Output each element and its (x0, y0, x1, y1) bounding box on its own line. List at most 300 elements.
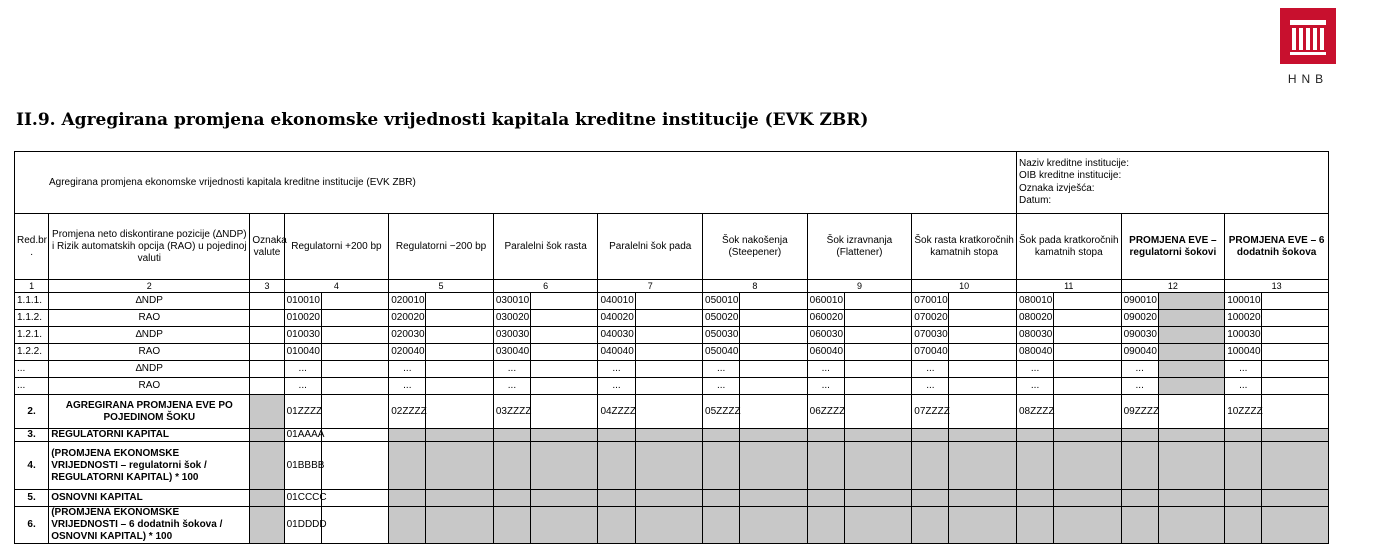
empty-cell (807, 490, 844, 507)
col-number: 10 (912, 280, 1017, 293)
empty-cell (389, 490, 426, 507)
row-number: 3. (15, 429, 49, 442)
code-cell: 08ZZZZ (1016, 395, 1053, 429)
value-cell (531, 327, 598, 344)
value-cell (635, 293, 702, 310)
row-label: ∆NDP (49, 361, 250, 378)
info-date: Datum: (1018, 195, 1052, 206)
code-cell: 030030 (493, 327, 530, 344)
col-header-s10: PROMJENA EVE – 6 dodatnih šokova (1225, 214, 1329, 280)
row-label: RAO (49, 344, 250, 361)
code-cell: 030010 (493, 293, 530, 310)
col-number: 3 (250, 280, 284, 293)
value-cell (635, 310, 702, 327)
table-row (15, 442, 1329, 490)
empty-cell (740, 442, 807, 490)
empty-cell (912, 490, 949, 507)
code-cell: 040030 (598, 327, 635, 344)
empty-cell (1016, 442, 1053, 490)
code-cell: 01CCCC (284, 490, 321, 507)
hnb-logo-icon (1280, 8, 1336, 64)
empty-cell (1016, 507, 1053, 544)
empty-cell (1121, 429, 1158, 442)
row-label: RAO (49, 310, 250, 327)
code-cell: ... (598, 378, 635, 395)
value-cell (426, 327, 493, 344)
code-cell: 01AAAA (284, 429, 321, 442)
empty-cell (844, 442, 911, 490)
row-number: 2. (15, 395, 49, 429)
table-header-title: Agregirana promjena ekonomske vrijednosti kapitala kreditne institucije (EVK ZBR) (15, 152, 1017, 214)
code-cell: ... (1225, 378, 1262, 395)
code-cell: 060010 (807, 293, 844, 310)
code-cell: 01ZZZZ (284, 395, 321, 429)
value-cell (426, 344, 493, 361)
empty-cell (1158, 442, 1224, 490)
code-cell: ... (598, 361, 635, 378)
value-cell (844, 378, 911, 395)
currency-cell (250, 293, 284, 310)
row-number: 4. (15, 442, 49, 490)
total-row (15, 395, 1329, 429)
table-row (15, 490, 1329, 507)
value-cell (531, 395, 598, 429)
currency-cell (250, 378, 284, 395)
code-cell: 020040 (389, 344, 426, 361)
code-cell: ... (807, 378, 844, 395)
value-cell (321, 490, 388, 507)
code-cell: ... (703, 378, 740, 395)
code-cell: 02ZZZZ (389, 395, 426, 429)
col-header-s4: Paralelni šok pada (598, 214, 703, 280)
value-cell (740, 310, 807, 327)
institution-info (1016, 152, 1328, 214)
value-cell (844, 344, 911, 361)
value-cell (321, 429, 388, 442)
empty-cell (389, 442, 426, 490)
empty-cell (1054, 429, 1121, 442)
code-cell: 090020 (1121, 310, 1158, 327)
currency-cell (250, 490, 284, 507)
value-cell (1262, 344, 1329, 361)
empty-cell (740, 490, 807, 507)
empty-cell (844, 490, 911, 507)
value-cell (426, 310, 493, 327)
code-cell: 010010 (284, 293, 321, 310)
value-cell (1158, 293, 1224, 310)
code-cell: 010040 (284, 344, 321, 361)
table-row (15, 293, 1329, 310)
empty-cell (1054, 490, 1121, 507)
code-cell: ... (389, 378, 426, 395)
code-cell: ... (1016, 361, 1053, 378)
info-report: Oznaka izvješća: (1018, 182, 1095, 194)
table-row (15, 361, 1329, 378)
code-cell: 080020 (1016, 310, 1053, 327)
value-cell (1158, 310, 1224, 327)
code-cell: ... (1121, 378, 1158, 395)
code-cell: 06ZZZZ (807, 395, 844, 429)
value-cell (1262, 378, 1329, 395)
value-cell (1054, 361, 1121, 378)
code-cell: 060020 (807, 310, 844, 327)
value-cell (844, 293, 911, 310)
value-cell (531, 361, 598, 378)
empty-cell (635, 429, 702, 442)
col-header-s3: Paralelni šok rasta (493, 214, 598, 280)
col-number: 11 (1016, 280, 1121, 293)
value-cell (844, 395, 911, 429)
code-cell: 01BBBB (284, 442, 321, 490)
col-number: 8 (703, 280, 808, 293)
code-cell: 100040 (1225, 344, 1262, 361)
row-number: 5. (15, 490, 49, 507)
value-cell (740, 327, 807, 344)
value-cell (1262, 395, 1329, 429)
empty-cell (1158, 429, 1224, 442)
empty-cell (807, 507, 844, 544)
value-cell (949, 344, 1016, 361)
value-cell (740, 378, 807, 395)
row-label: OSNOVNI KAPITAL (49, 490, 250, 507)
empty-cell (1158, 490, 1224, 507)
empty-cell (912, 442, 949, 490)
value-cell (740, 344, 807, 361)
currency-cell (250, 507, 284, 544)
col-header-s7: Šok rasta kratkoročnih kamatnih stopa (912, 214, 1017, 280)
code-cell: 030040 (493, 344, 530, 361)
value-cell (740, 293, 807, 310)
empty-cell (1225, 507, 1262, 544)
code-cell: 060030 (807, 327, 844, 344)
row-number: 1.2.1. (15, 327, 49, 344)
col-header-s8: Šok pada kratkoročnih kamatnih stopa (1016, 214, 1121, 280)
empty-cell (1262, 429, 1329, 442)
value-cell (1054, 344, 1121, 361)
row-label: (PROMJENA EKONOMSKE VRIJEDNOSTI – 6 dodatnih šokova / OSNOVNI KAPITAL) * 100 (49, 507, 250, 544)
col-number: 1 (15, 280, 49, 293)
col-number: 6 (493, 280, 598, 293)
col-header-s2: Regulatorni −200 bp (389, 214, 494, 280)
row-number: 1.1.1. (15, 293, 49, 310)
code-cell: 050040 (703, 344, 740, 361)
code-cell: 050030 (703, 327, 740, 344)
value-cell (1262, 293, 1329, 310)
code-cell: 030020 (493, 310, 530, 327)
empty-cell (635, 507, 702, 544)
value-cell (1054, 310, 1121, 327)
empty-cell (703, 507, 740, 544)
empty-cell (598, 490, 635, 507)
code-cell: ... (912, 361, 949, 378)
currency-cell (250, 429, 284, 442)
empty-cell (1158, 507, 1224, 544)
table-row (15, 310, 1329, 327)
value-cell (1054, 327, 1121, 344)
value-cell (1054, 378, 1121, 395)
row-label: ∆NDP (49, 293, 250, 310)
code-cell: 070010 (912, 293, 949, 310)
empty-cell (598, 442, 635, 490)
col-header-s1: Regulatorni +200 bp (284, 214, 389, 280)
currency-cell (250, 442, 284, 490)
empty-cell (389, 507, 426, 544)
code-cell: 090040 (1121, 344, 1158, 361)
row-label: REGULATORNI KAPITAL (49, 429, 250, 442)
code-cell: 10ZZZZ (1225, 395, 1262, 429)
empty-cell (949, 507, 1016, 544)
col-number: 4 (284, 280, 389, 293)
code-cell: 040020 (598, 310, 635, 327)
empty-cell (493, 507, 530, 544)
code-cell: 020010 (389, 293, 426, 310)
value-cell (1262, 310, 1329, 327)
value-cell (321, 507, 388, 544)
value-cell (426, 361, 493, 378)
empty-cell (740, 429, 807, 442)
code-cell: 070030 (912, 327, 949, 344)
value-cell (321, 344, 388, 361)
empty-cell (531, 507, 598, 544)
value-cell (1158, 361, 1224, 378)
empty-cell (740, 507, 807, 544)
empty-cell (389, 429, 426, 442)
value-cell (426, 395, 493, 429)
empty-cell (598, 429, 635, 442)
code-cell: 070020 (912, 310, 949, 327)
value-cell (1054, 293, 1121, 310)
empty-cell (426, 429, 493, 442)
code-cell: ... (493, 361, 530, 378)
empty-cell (1121, 442, 1158, 490)
empty-cell (949, 442, 1016, 490)
value-cell (531, 378, 598, 395)
code-cell: ... (912, 378, 949, 395)
row-label: AGREGIRANA PROMJENA EVE PO POJEDINOM ŠOKU (49, 395, 250, 429)
value-cell (321, 310, 388, 327)
empty-cell (703, 429, 740, 442)
code-cell: 050010 (703, 293, 740, 310)
code-cell: 01DDDD (284, 507, 321, 544)
empty-cell (1262, 507, 1329, 544)
empty-cell (635, 442, 702, 490)
row-number: 1.2.2. (15, 344, 49, 361)
code-cell: 010020 (284, 310, 321, 327)
code-cell: 04ZZZZ (598, 395, 635, 429)
value-cell (949, 327, 1016, 344)
value-cell (844, 361, 911, 378)
table-row (15, 378, 1329, 395)
empty-cell (1225, 429, 1262, 442)
empty-cell (493, 442, 530, 490)
value-cell (321, 361, 388, 378)
code-cell: 080030 (1016, 327, 1053, 344)
empty-cell (426, 490, 493, 507)
code-cell: ... (493, 378, 530, 395)
currency-cell (250, 327, 284, 344)
empty-cell (1262, 442, 1329, 490)
code-cell: 03ZZZZ (493, 395, 530, 429)
value-cell (1262, 361, 1329, 378)
col-number: 13 (1225, 280, 1329, 293)
value-cell (531, 310, 598, 327)
value-cell (949, 293, 1016, 310)
logo-text: HNB (1287, 72, 1329, 86)
empty-cell (1262, 490, 1329, 507)
empty-cell (635, 490, 702, 507)
col-number: 12 (1121, 280, 1225, 293)
value-cell (844, 310, 911, 327)
empty-cell (598, 507, 635, 544)
value-cell (321, 395, 388, 429)
value-cell (740, 361, 807, 378)
empty-cell (844, 507, 911, 544)
page-title: II.9. Agregirana promjena ekonomske vrijednosti kapitala kreditne institucije (EVK ZBR) (16, 110, 869, 130)
value-cell (635, 378, 702, 395)
value-cell (1054, 395, 1121, 429)
empty-cell (1054, 507, 1121, 544)
value-cell (949, 310, 1016, 327)
empty-cell (426, 442, 493, 490)
table-row (15, 429, 1329, 442)
value-cell (321, 327, 388, 344)
col-header-desc: Promjena neto diskontirane pozicije (∆NDP) i Rizik automatskih opcija (RAO) u pojedinoj valuti (49, 214, 250, 280)
col-header-oznaka: Oznaka valute (250, 214, 284, 280)
currency-cell (250, 395, 284, 429)
value-cell (1158, 395, 1224, 429)
col-number: 5 (389, 280, 494, 293)
empty-cell (844, 429, 911, 442)
code-cell: ... (1225, 361, 1262, 378)
code-cell: 020020 (389, 310, 426, 327)
row-number: ... (15, 378, 49, 395)
value-cell (1262, 327, 1329, 344)
value-cell (949, 378, 1016, 395)
value-cell (949, 361, 1016, 378)
value-cell (1158, 327, 1224, 344)
value-cell (635, 361, 702, 378)
value-cell (635, 344, 702, 361)
code-cell: ... (284, 378, 321, 395)
empty-cell (1054, 442, 1121, 490)
row-label: RAO (49, 378, 250, 395)
code-cell: 080040 (1016, 344, 1053, 361)
empty-cell (1016, 490, 1053, 507)
empty-cell (703, 442, 740, 490)
code-cell: ... (389, 361, 426, 378)
code-cell: 070040 (912, 344, 949, 361)
col-header-s9: PROMJENA EVE – regulatorni šokovi (1121, 214, 1225, 280)
empty-cell (912, 507, 949, 544)
value-cell (740, 395, 807, 429)
value-cell (844, 327, 911, 344)
code-cell: 050020 (703, 310, 740, 327)
empty-cell (1225, 490, 1262, 507)
empty-cell (1121, 490, 1158, 507)
code-cell: ... (703, 361, 740, 378)
empty-cell (531, 490, 598, 507)
empty-cell (1016, 429, 1053, 442)
row-number: ... (15, 361, 49, 378)
row-number: 1.1.2. (15, 310, 49, 327)
empty-cell (912, 429, 949, 442)
code-cell: ... (1016, 378, 1053, 395)
hnb-logo (1280, 8, 1336, 88)
empty-cell (949, 490, 1016, 507)
value-cell (635, 395, 702, 429)
code-cell: 090010 (1121, 293, 1158, 310)
code-cell: 040040 (598, 344, 635, 361)
empty-cell (703, 490, 740, 507)
code-cell: 100020 (1225, 310, 1262, 327)
empty-cell (949, 429, 1016, 442)
col-header-s5: Šok nakošenja (Steepener) (703, 214, 808, 280)
empty-cell (807, 442, 844, 490)
code-cell: 100010 (1225, 293, 1262, 310)
info-name: Naziv kreditne institucije: (1018, 157, 1130, 169)
currency-cell (250, 361, 284, 378)
col-number: 9 (807, 280, 912, 293)
empty-cell (1225, 442, 1262, 490)
code-cell: 080010 (1016, 293, 1053, 310)
table-row (15, 344, 1329, 361)
value-cell (531, 344, 598, 361)
row-number: 6. (15, 507, 49, 544)
empty-cell (426, 507, 493, 544)
code-cell: 09ZZZZ (1121, 395, 1158, 429)
empty-cell (1121, 507, 1158, 544)
row-label: (PROMJENA EKONOMSKE VRIJEDNOSTI – regulatorni šok / REGULATORNI KAPITAL) * 100 (49, 442, 250, 490)
code-cell: ... (807, 361, 844, 378)
evk-table (14, 151, 1329, 544)
value-cell (321, 442, 388, 490)
table-row (15, 327, 1329, 344)
empty-cell (531, 442, 598, 490)
value-cell (321, 293, 388, 310)
value-cell (531, 293, 598, 310)
value-cell (949, 395, 1016, 429)
code-cell: ... (1121, 361, 1158, 378)
col-number: 7 (598, 280, 703, 293)
info-oib: OIB kreditne institucije: (1018, 170, 1122, 181)
currency-cell (250, 310, 284, 327)
code-cell: 060040 (807, 344, 844, 361)
currency-cell (250, 344, 284, 361)
value-cell (426, 378, 493, 395)
value-cell (1158, 378, 1224, 395)
value-cell (1158, 344, 1224, 361)
row-label: ∆NDP (49, 327, 250, 344)
code-cell: 020030 (389, 327, 426, 344)
code-cell: ... (284, 361, 321, 378)
empty-cell (493, 429, 530, 442)
value-cell (635, 327, 702, 344)
code-cell: 090030 (1121, 327, 1158, 344)
code-cell: 05ZZZZ (703, 395, 740, 429)
col-header-s6: Šok izravnanja (Flattener) (807, 214, 912, 280)
code-cell: 07ZZZZ (912, 395, 949, 429)
col-header-red-br: Red.br . (15, 214, 49, 280)
code-cell: 100030 (1225, 327, 1262, 344)
table-row (15, 507, 1329, 544)
empty-cell (807, 429, 844, 442)
code-cell: 040010 (598, 293, 635, 310)
empty-cell (531, 429, 598, 442)
empty-cell (493, 490, 530, 507)
value-cell (321, 378, 388, 395)
value-cell (426, 293, 493, 310)
col-number: 2 (49, 280, 250, 293)
